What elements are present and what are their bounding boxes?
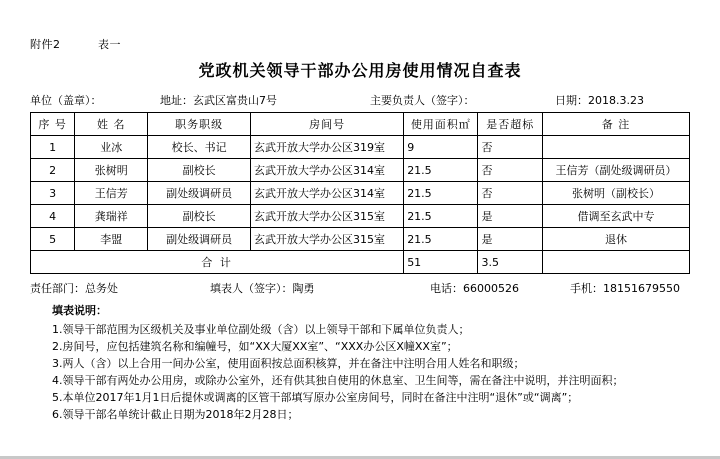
cell-room: 玄武开放大学办公区314室	[251, 159, 404, 182]
cell-note	[543, 136, 690, 159]
total-over: 3.5	[478, 251, 543, 274]
table-row	[31, 182, 690, 205]
cell-seq: 5	[31, 228, 75, 251]
cell-over: 否	[478, 182, 543, 205]
page-title: 党政机关领导干部办公用房使用情况自查表	[198, 61, 522, 80]
cell-seq: 2	[31, 159, 75, 182]
cell-post: 副处级调研员	[148, 182, 251, 205]
column-header-note: 备 注	[543, 113, 690, 136]
total-note	[543, 251, 690, 274]
cell-note: 借调至玄武中专	[543, 205, 690, 228]
instruction-item: 1.领导干部范围为区级机关及事业单位副处级（含）以上领导干部和下属单位负责人；	[52, 323, 470, 337]
self-inspection-table	[30, 112, 690, 274]
footer-mobile: 手机：18151679550	[570, 282, 680, 295]
cell-note: 王信芳（副处级调研员）	[543, 159, 690, 182]
column-header-name: 姓 名	[75, 113, 148, 136]
total-area: 51	[404, 251, 478, 274]
form-instructions	[52, 302, 692, 423]
table-row	[31, 228, 690, 251]
meta-unit: 单位（盖章）：	[30, 94, 102, 107]
cell-name: 王信芳	[75, 182, 148, 205]
document-header-line	[30, 36, 121, 52]
instruction-item: 3.两人（含）以上合用一间办公室，使用面积按总面积核算，并在备注中注明合用人姓名和职级；	[52, 357, 525, 371]
instruction-item: 5.本单位2017年1月1日后提休或调离的区管干部填写原办公室房间号，同时在备注中注明“退休”或“调离”；	[52, 391, 579, 405]
cell-room: 玄武开放大学办公区315室	[251, 228, 404, 251]
instruction-item: 6.领导干部名单统计截止日期为2018年2月28日；	[52, 408, 299, 422]
cell-room: 玄武开放大学办公区314室	[251, 182, 404, 205]
cell-post: 校长、书记	[148, 136, 251, 159]
cell-name: 张树明	[75, 159, 148, 182]
instructions-title: 填表说明：	[52, 304, 107, 317]
column-header-over: 是否超标	[478, 113, 543, 136]
cell-over: 否	[478, 136, 543, 159]
instruction-item: 2.房间号，应包括建筑名称和编幢号，如“XX大厦XX室”、“XXX办公区X幢XX室”；	[52, 340, 458, 354]
cell-over: 否	[478, 159, 543, 182]
meta-date: 日期：2018.3.23	[555, 94, 644, 107]
table-number-label: 表一	[98, 38, 121, 51]
cell-room: 玄武开放大学办公区319室	[251, 136, 404, 159]
cell-room: 玄武开放大学办公区315室	[251, 205, 404, 228]
column-header-area: 使用面积㎡	[404, 113, 478, 136]
table-row	[31, 136, 690, 159]
table-total-row	[31, 251, 690, 274]
cell-name: 业冰	[75, 136, 148, 159]
column-header-post: 职务职级	[148, 113, 251, 136]
cell-seq: 4	[31, 205, 75, 228]
meta-leader: 主要负责人（签字）：	[370, 94, 475, 107]
footer-phone: 电话：66000526	[430, 282, 519, 295]
column-header-room: 房间号	[251, 113, 404, 136]
cell-note: 张树明（副校长）	[543, 182, 690, 205]
meta-address: 地址：玄武区富贵山7号	[160, 94, 277, 107]
instruction-item: 4.领导干部有两处办公用房，或除办公室外，还有供其独自使用的休息室、卫生间等，需在备注中说明，并注明面积；	[52, 374, 624, 388]
cell-area: 21.5	[404, 205, 478, 228]
cell-post: 副校长	[148, 159, 251, 182]
table-row	[31, 159, 690, 182]
cell-post: 副校长	[148, 205, 251, 228]
cell-note: 退休	[543, 228, 690, 251]
footer-dept: 责任部门：总务处	[30, 282, 118, 295]
cell-post: 副处级调研员	[148, 228, 251, 251]
cell-over: 是	[478, 205, 543, 228]
cell-area: 21.5	[404, 182, 478, 205]
cell-area: 21.5	[404, 159, 478, 182]
table-row	[31, 205, 690, 228]
table-header-row	[31, 113, 690, 136]
column-header-seq: 序 号	[31, 113, 75, 136]
meta-row	[30, 92, 690, 108]
footer-row	[30, 280, 690, 296]
cell-area: 9	[404, 136, 478, 159]
cell-area: 21.5	[404, 228, 478, 251]
cell-seq: 3	[31, 182, 75, 205]
footer-filler: 填表人（签字）：陶勇	[210, 282, 315, 295]
cell-seq: 1	[31, 136, 75, 159]
attachment-label: 附件2	[30, 38, 61, 51]
cell-over: 是	[478, 228, 543, 251]
total-label: 合 计	[31, 251, 404, 274]
cell-name: 李盟	[75, 228, 148, 251]
cell-name: 龚瑞祥	[75, 205, 148, 228]
